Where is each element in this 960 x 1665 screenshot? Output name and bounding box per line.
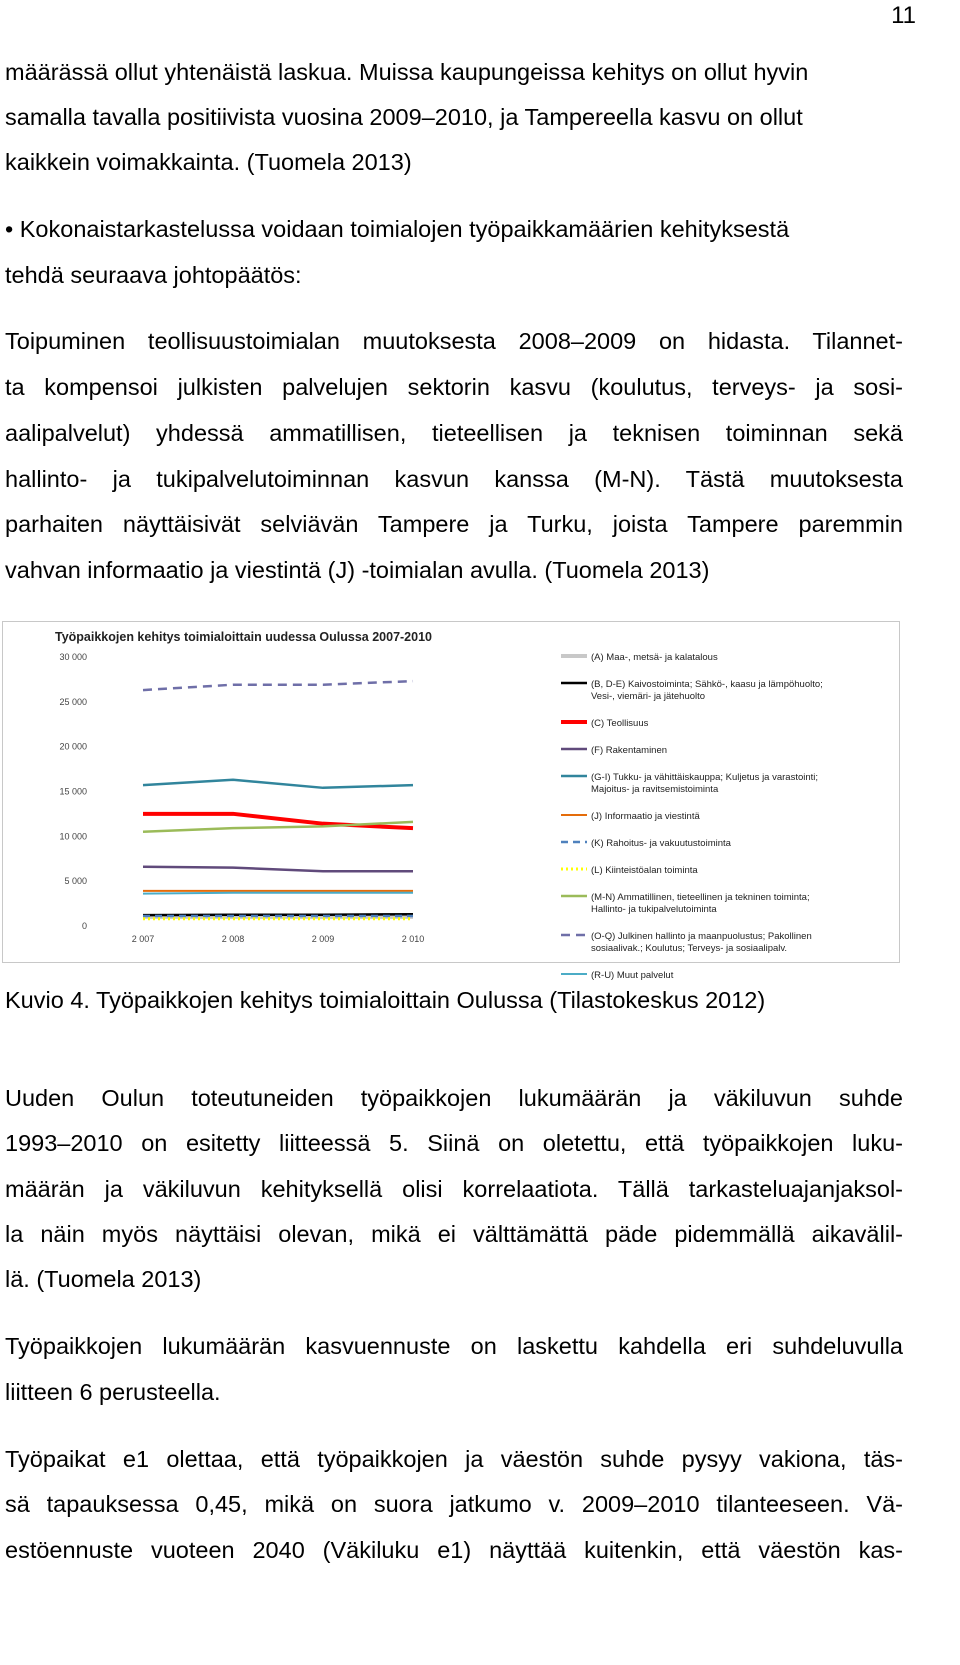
text-line: sä tapauksessa 0,45, mikä on suora jatkumo v. 2009–2010 tilanteeseen. Vä- (5, 1491, 903, 1517)
text-line: ta kompensoi julkisten palvelujen sektorin kasvu (koulutus, terveys- ja sosi- (5, 374, 903, 400)
y-tick-label: 25 000 (59, 696, 87, 707)
text-line: Toipuminen teollisuustoimialan muutoksesta 2008–2009 on hidasta. Tilannet- (5, 328, 903, 354)
legend-label: (J) Informaatio ja viestintä (591, 811, 700, 822)
chart-title: Työpaikkojen kehitys toimialoittain uudessa Oulussa 2007-2010 (55, 630, 432, 644)
chart-svg (3, 622, 899, 981)
text-line: Uuden Oulun toteutuneiden työpaikkojen lukumäärän ja väkiluvun suhde (5, 1085, 903, 1111)
text-line: samalla tavalla positiivista vuosina 2009–2010, ja Tampereella kasvu on ollut (5, 104, 803, 130)
text-line: tehdä seuraava johtopäätös: (5, 262, 302, 288)
y-tick-label: 20 000 (59, 741, 87, 752)
series-line (143, 867, 413, 871)
legend-label: (O-Q) Julkinen hallinto ja maanpuolustus; Pakollinen (591, 931, 812, 942)
text-line: Työpaikkojen lukumäärän kasvuennuste on laskettu kahdella eri suhdeluvulla (5, 1333, 903, 1359)
series-line (143, 814, 413, 828)
bullet-line: • Kokonaistarkastelussa voidaan toimialojen työpaikkamäärien kehityksestä (5, 216, 790, 242)
text-line: liitteen 6 perusteella. (5, 1379, 221, 1405)
legend-label: Majoitus- ja ravitsemistoiminta (591, 784, 719, 795)
y-tick-label: 0 (81, 921, 87, 931)
legend-label: (R-U) Muut palvelut (591, 970, 674, 981)
x-tick-label: 2 010 (401, 934, 425, 944)
text-line: vahvan informaatio ja viestintä (J) -toimialan avulla. (Tuomela 2013) (5, 557, 710, 583)
line-chart (2, 621, 900, 981)
legend-label: sosiaalivak.; Koulutus; Terveys- ja sosiaalipalv. (591, 943, 788, 954)
text-line: määrässä ollut yhtenäistä laskua. Muissa kaupungeissa kehitys on ollut hyvin (5, 59, 809, 85)
text-line: määrän ja väkiluvun kehityksellä olisi korrelaatiota. Tällä tarkasteluajanjaksol- (5, 1176, 903, 1202)
text-line: lä. (Tuomela 2013) (5, 1266, 202, 1292)
legend-label: (K) Rahoitus- ja vakuutustoiminta (591, 838, 731, 849)
text-line: Työpaikat e1 olettaa, että työpaikkojen ja väestön suhde pysyy vakiona, täs- (5, 1446, 903, 1472)
x-tick-label: 2 008 (221, 934, 245, 944)
x-tick-label: 2 007 (131, 934, 155, 944)
x-tick-label: 2 009 (311, 934, 335, 944)
y-tick-label: 5 000 (64, 876, 87, 887)
y-tick-label: 30 000 (59, 652, 87, 662)
y-tick-label: 15 000 (59, 786, 87, 797)
legend-label: (F) Rakentaminen (591, 745, 668, 756)
legend-label: (M-N) Ammatillinen, tieteellinen ja tekninen toiminta; (591, 892, 810, 903)
text-line: parhaiten näyttäisivät selviävän Tampere ja Turku, joista Tampere paremmin (5, 511, 903, 537)
legend-label: Vesi-, viemäri- ja jätehuolto (591, 691, 706, 702)
text-line: estöennuste vuoteen 2040 (Väkiluku e1) näyttää kuitenkin, että väestön kas- (5, 1537, 903, 1563)
legend-label: (B, D-E) Kaivostoiminta; Sähkö-, kaasu ja lämpöhuolto; (591, 679, 823, 690)
legend-label: (C) Teollisuus (591, 718, 649, 729)
series-line (143, 893, 413, 894)
series-line (143, 681, 413, 690)
y-tick-label: 10 000 (59, 831, 87, 842)
text-line: aalipalvelut) yhdessä ammatillisen, tieteellisen ja teknisen toiminnan sekä (5, 420, 903, 446)
series-line (143, 780, 413, 788)
legend-label: (L) Kiinteistöalan toiminta (591, 865, 698, 876)
figure-caption: Kuvio 4. Työpaikkojen kehitys toimialoittain Oulussa (Tilastokeskus 2012) (5, 987, 766, 1013)
legend-label: (G-I) Tukku- ja vähittäiskauppa; Kuljetus ja varastointi; (591, 772, 819, 783)
text-line: 1993–2010 on esitetty liitteessä 5. Siinä on oletettu, että työpaikkojen luku- (5, 1130, 903, 1156)
legend-label: Hallinto- ja tukipalvelutoiminta (591, 904, 717, 915)
page-number: 11 (891, 2, 916, 29)
text-line: kaikkein voimakkainta. (Tuomela 2013) (5, 149, 412, 175)
text-line: la näin myös näyttäisi olevan, mikä ei välttämättä päde pidemmällä aikavälil- (5, 1221, 903, 1247)
text-line: hallinto- ja tukipalvelutoiminnan kasvun kanssa (M-N). Tästä muutoksesta (5, 466, 903, 492)
legend-label: (A) Maa-, metsä- ja kalatalous (591, 652, 718, 663)
